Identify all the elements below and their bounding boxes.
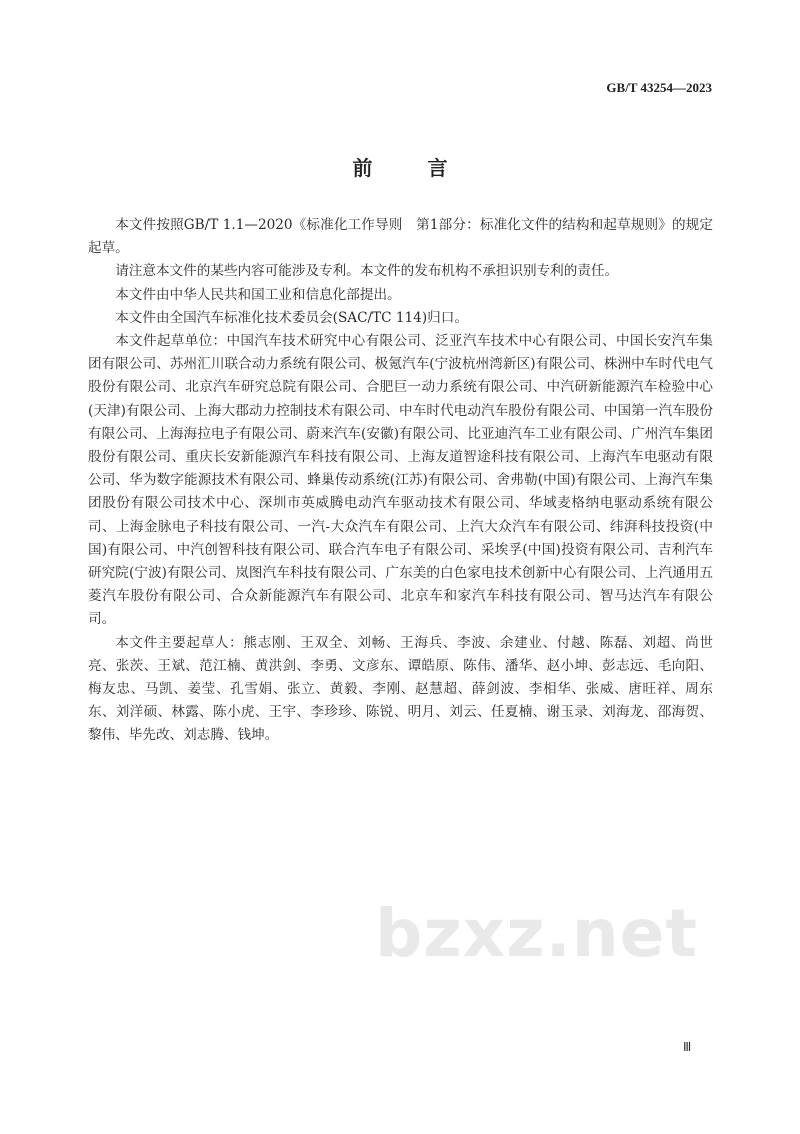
watermark: bzxz.net — [375, 895, 699, 972]
paragraph-committee: 本文件由全国汽车标准化技术委员会(SAC/TC 114)归口。 — [115, 309, 468, 326]
paragraph-patent-notice: 请注意本文件的某些内容可能涉及专利。本文件的发布机构不承担识别专利的责任。 — [115, 263, 619, 280]
document-body — [88, 214, 713, 748]
paragraph-proposer: 本文件由中华人民共和国工业和信息化部提出。 — [115, 286, 401, 303]
paragraph-drafting-rules: 本文件按照GB/T 1.1—2020《标准化工作导则 第1部分：标准化文件的结构和起草规则》的规定起草。 — [88, 217, 713, 257]
paragraph-drafters: 本文件主要起草人：熊志刚、王双全、刘畅、王海兵、李波、余建业、付越、陈磊、刘超、尚世亮、张茨、王斌、范江楠、黄洪剑、李勇、文彦东、谭皓原、陈伟、潘华、赵小坤、彭志远、毛向阳、梅友忠、马凯、姜莹、孔雪娟、张立、黄毅、李刚、赵慧超、薛剑波、李相华、张威、唐旺祥、周东东、刘洋硕、林露、陈小虎、王宇、李珍珍、陈锐、明月、刘云、任夏楠、谢玉录、刘海龙、邵海贺、黎伟、毕先改、刘志腾、钱坤。 — [88, 634, 713, 744]
standard-code: GB/T 43254—2023 — [606, 80, 712, 95]
page-number: Ⅲ — [683, 1040, 692, 1054]
paragraph-drafting-organizations: 本文件起草单位：中国汽车技术研究中心有限公司、泛亚汽车技术中心有限公司、中国长安汽车集团有限公司、苏州汇川联合动力系统有限公司、极氪汽车(宁波杭州湾新区)有限公司、株洲中车时代电气股份有限公司、北京汽车研究总院有限公司、合肥巨一动力系统有限公司、中汽研新能源汽车检验中心(天津)有限公司、上海大郡动力控制技术有限公司、中车时代电动汽车股份有限公司、中国第一汽车股份有限公司、上海海拉电子有限公司、蔚来汽车(安徽)有限公司、比亚迪汽车工业有限公司、广州汽车集团股份有限公司、重庆长安新能源汽车科技有限公司、上海友道智途科技有限公司、上海汽车电驱动有限公司、华为数字能源技术有限公司、蜂巢传动系统(江苏)有限公司、舍弗勒(中国)有限公司、上海汽车集团股份有限公司技术中心、深圳市英威腾电动汽车驱动技术有限公司、华域麦格纳电驱动系统有限公司、上海金脉电子科技有限公司、一汽-大众汽车有限公司、上汽大众汽车有限公司、纬湃科技投资(中国)有限公司、中汽创智科技有限公司、联合汽车电子有限公司、采埃孚(中国)投资有限公司、吉利汽车研究院(宁波)有限公司、岚图汽车科技有限公司、广东美的白色家电技术创新中心有限公司、上汽通用五菱汽车股份有限公司、合众新能源汽车有限公司、北京车和家汽车科技有限公司、智马达汽车有限公司。 — [88, 333, 713, 628]
page-title: 前 言 — [352, 156, 472, 180]
